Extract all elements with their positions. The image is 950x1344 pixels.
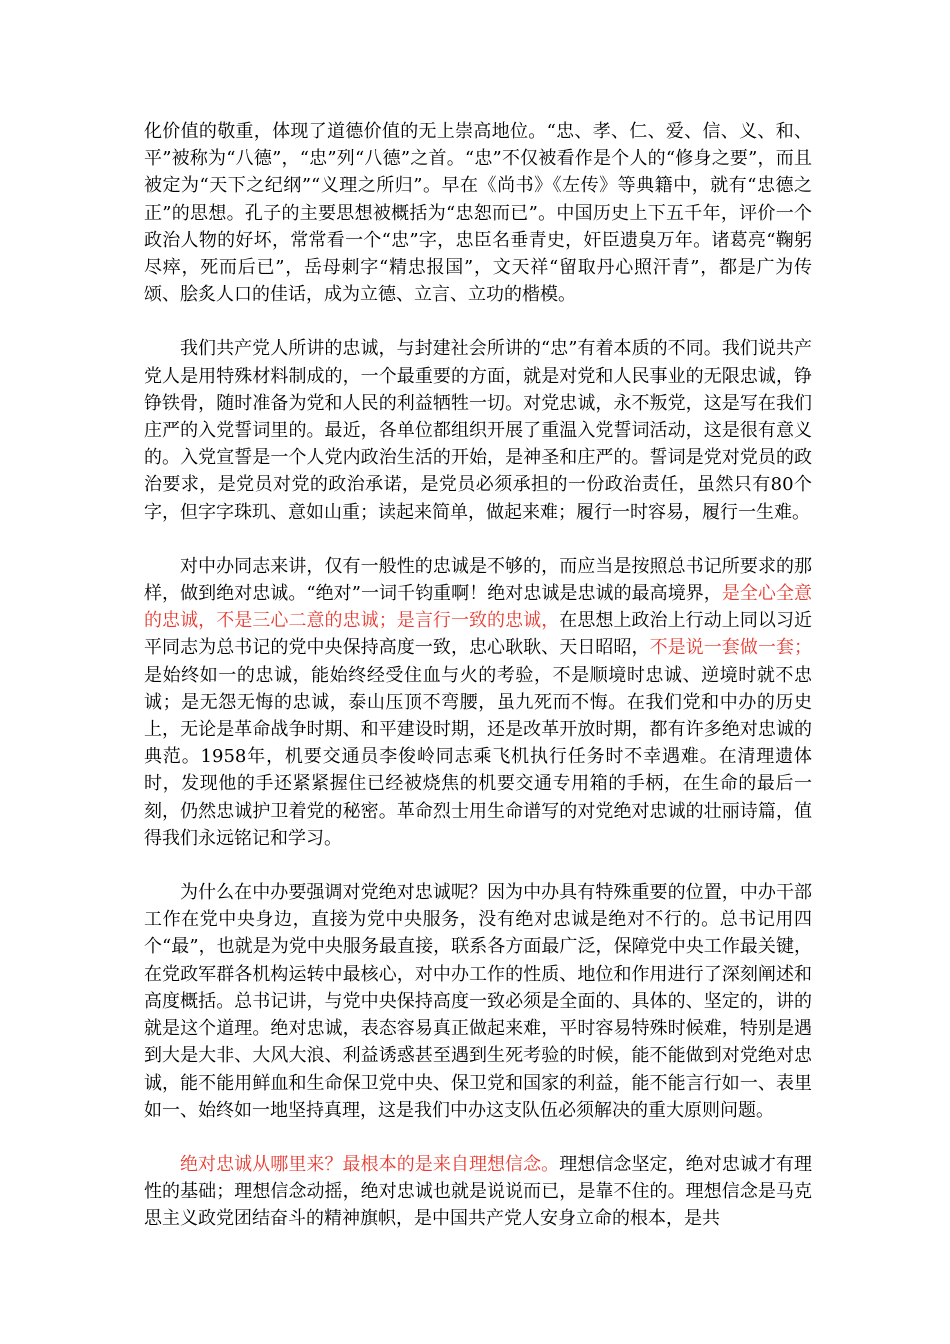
text-segment: 对中办同志来讲，仅有一般性的忠诚是不够的，而应当是按照总书记所要求的那样，做到绝对忠诚。“绝对”一词千钧重啊！绝对忠诚是忠诚的最高境界， [144, 555, 812, 605]
highlighted-text: 不是说一套做一套； [649, 637, 813, 659]
paragraph [144, 335, 812, 525]
text-segment: 化价值的敬重，体现了道德价值的无上崇高地位。“忠、孝、仁、爱、信、义、和、平”被称为“八德”，“忠”列“八德”之首。“忠”不仅被看作是个人的“修身之要”，而且被定为“天下之纪纲”“义理之所归”。早在《尚书》《左传》等典籍中，就有“忠德之正”的思想。孔子的主要思想被概括为“忠恕而已”。中国历史上下五千年，评价一个政治人物的好坏，常常看一个“忠”字，忠臣名垂青史，奸臣遗臭万年。诸葛亮“鞠躬尽瘁，死而后已”，岳母刺字“精忠报国”，文天祥“留取丹心照汗青”，都是广为传颂、脍炙人口的佳话，成为立德、立言、立功的楷模。 [144, 121, 812, 306]
highlighted-text: 是全心全意的忠诚，不是三心二意的忠诚；是言行一致的忠诚， [144, 583, 813, 632]
paragraph [144, 879, 812, 1124]
paragraph [144, 118, 812, 308]
paragraph [144, 553, 812, 852]
text-segment: 为什么在中办要强调对党绝对忠诚呢？因为中办具有特殊重要的位置，中办干部工作在党中央身边，直接为党中央服务，没有绝对忠诚是绝对不行的。总书记用四个“最”，也就是为党中央服务最直接，联系各方面最广泛，保障党中央工作最关键，在党政军群各机构运转中最核心，对中办工作的性质、地位和作用进行了深刻阐述和高度概括。总书记讲，与党中央保持高度一致必须是全面的、具体的、坚定的，讲的就是这个道理。绝对忠诚，表态容易真正做起来难，平时容易特殊时候难，特别是遇到大是大非、大风大浪、利益诱惑甚至遇到生死考验的时候，能不能做到对党绝对忠诚，能不能用鲜血和生命保卫党中央、保卫党和国家的利益，能不能言行如一、表里如一、始终如一地坚持真理，这是我们中办这支队伍必须解决的重大原则问题。 [144, 882, 812, 1121]
text-segment: 在思想上政治上行动上同以习近平同志为总书记的党中央保持高度一致，忠心耿耿、天日昭昭， [144, 610, 813, 659]
paragraph [144, 1151, 812, 1233]
highlighted-text: 绝对忠诚从哪里来？最根本的是来自理想信念。 [180, 1153, 560, 1175]
text-segment: 理想信念坚定，绝对忠诚才有理性的基础；理想信念动摇，绝对忠诚也就是说说而已，是靠不住的。理想信念是马克思主义政党团结奋斗的精神旗帜，是中国共产党人安身立命的根本，是共 [144, 1153, 812, 1230]
text-segment: 是始终如一的忠诚，能始终经受住血与火的考验，不是顺境时忠诚、逆境时就不忠诚；是无怨无悔的忠诚，泰山压顶不弯腰，虽九死而不悔。在我们党和中办的历史上，无论是革命战争时期、和平建设时期，还是改革开放时期，都有许多绝对忠诚的典范。1958年，机要交通员李俊岭同志乘飞机执行任务时不幸遇难。在清理遗体时，发现他的手还紧紧握住已经被烧焦的机要交通专用箱的手柄，在生命的最后一刻，仍然忠诚护卫着党的秘密。革命烈士用生命谱写的对党绝对忠诚的壮丽诗篇，值得我们永远铭记和学习。 [144, 664, 812, 849]
document-body [144, 118, 812, 1260]
text-segment: 我们共产党人所讲的忠诚，与封建社会所讲的“忠”有着本质的不同。我们说共产党人是用特殊材料制成的，一个最重要的方面，就是对党和人民事业的无限忠诚，铮铮铁骨，随时准备为党和人民的利益牺牲一切。对党忠诚，永不叛党，这是写在我们庄严的入党誓词里的。最近，各单位都组织开展了重温入党誓词活动，这是很有意义的。入党宣誓是一个人党内政治生活的开始，是神圣和庄严的。誓词是党对党员的政治要求，是党员对党的政治承诺，是党员必须承担的一份政治责任，虽然只有80个字，但字字珠玑、意如山重；读起来简单，做起来难；履行一时容易，履行一生难。 [144, 338, 812, 523]
